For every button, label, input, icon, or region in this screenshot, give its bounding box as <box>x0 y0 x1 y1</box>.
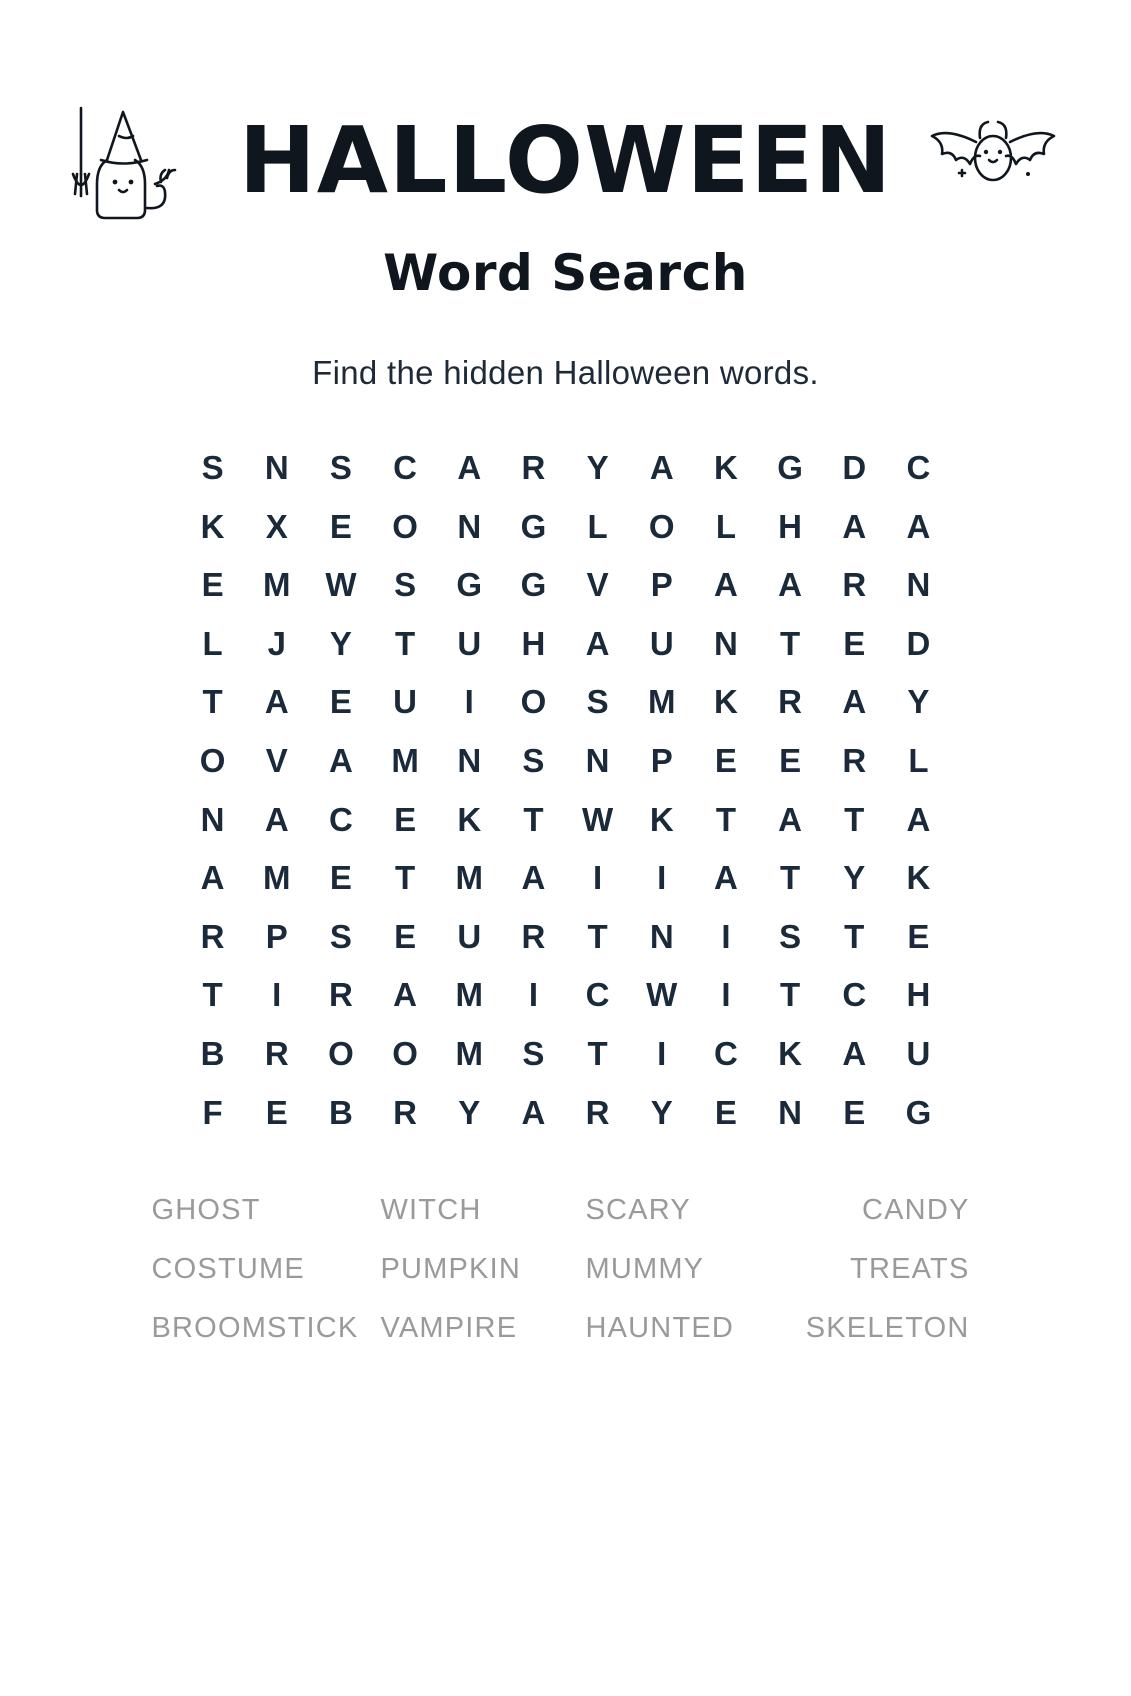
grid-cell[interactable]: C <box>328 800 353 838</box>
grid-cell[interactable]: S <box>586 683 609 721</box>
grid-cell[interactable]: L <box>587 507 608 545</box>
grid-cell[interactable]: S <box>779 917 802 955</box>
grid-cell[interactable]: R <box>521 917 546 955</box>
grid-cell[interactable]: C <box>906 449 931 486</box>
word-list-item[interactable]: VAMPIRE <box>380 1312 518 1345</box>
grid-cell[interactable]: A <box>842 507 867 545</box>
grid-cell[interactable]: T <box>202 683 223 721</box>
grid-cell[interactable]: D <box>906 624 931 662</box>
word-list-item[interactable]: HAUNTED <box>585 1312 735 1345</box>
word-list-item[interactable]: PUMPKIN <box>380 1253 521 1286</box>
grid-cell[interactable]: A <box>521 859 546 897</box>
grid-cell[interactable]: D <box>842 449 867 486</box>
grid-cell[interactable]: C <box>842 976 867 1014</box>
grid-cell[interactable]: P <box>650 566 673 604</box>
grid-cell[interactable]: U <box>906 1034 931 1072</box>
grid-cell[interactable]: S <box>522 1034 545 1072</box>
grid-cell[interactable]: O <box>648 507 675 545</box>
grid-cell[interactable]: G <box>456 566 483 604</box>
grid-cell[interactable]: R <box>842 566 867 604</box>
grid-cell[interactable]: B <box>200 1034 225 1072</box>
grid-cell[interactable]: K <box>778 1034 802 1072</box>
grid-cell[interactable]: I <box>272 976 282 1014</box>
grid-cell[interactable]: O <box>199 741 226 779</box>
grid-cell[interactable]: U <box>649 624 674 662</box>
grid-cell[interactable]: A <box>778 800 802 838</box>
word-list-item[interactable]: WITCH <box>380 1194 482 1227</box>
grid-cell[interactable]: O <box>520 683 547 721</box>
grid-cell[interactable]: A <box>713 859 738 897</box>
grid-cell[interactable]: S <box>329 917 352 955</box>
grid-cell[interactable]: K <box>713 449 738 486</box>
grid-cell[interactable]: E <box>201 566 224 604</box>
word-list-item[interactable]: COSTUME <box>151 1253 305 1286</box>
grid-cell[interactable]: R <box>264 1034 289 1072</box>
grid-cell[interactable]: E <box>843 1093 866 1131</box>
grid-cell[interactable]: L <box>715 507 736 545</box>
grid-cell[interactable]: E <box>907 917 930 955</box>
grid-cell[interactable]: U <box>457 624 482 662</box>
grid-cell[interactable]: A <box>842 683 867 721</box>
grid-cell[interactable]: E <box>394 917 417 955</box>
grid-cell[interactable]: C <box>393 449 417 486</box>
grid-cell[interactable]: A <box>393 976 417 1014</box>
grid-cell[interactable]: G <box>520 566 547 604</box>
grid-cell[interactable]: Y <box>586 449 609 486</box>
grid-cell[interactable]: A <box>649 449 674 486</box>
grid-cell[interactable]: E <box>779 741 802 779</box>
instructions-text: Find the hidden Halloween words. <box>312 354 819 391</box>
grid-cell[interactable]: A <box>713 566 738 604</box>
grid-cell[interactable]: A <box>264 800 289 838</box>
grid-cell[interactable]: T <box>394 624 416 662</box>
grid-cell[interactable]: A <box>200 859 225 897</box>
grid-cell[interactable]: N <box>457 507 482 545</box>
grid-cell[interactable]: N <box>200 800 225 838</box>
grid-cell[interactable]: H <box>778 507 802 545</box>
grid-cell[interactable]: E <box>843 624 866 662</box>
word-list-item[interactable]: CANDY <box>861 1194 970 1227</box>
grid-cell[interactable]: I <box>657 859 667 897</box>
grid-cell[interactable]: R <box>328 976 353 1014</box>
grid-cell[interactable]: P <box>265 917 288 955</box>
grid-cell[interactable]: K <box>906 859 931 897</box>
grid-cell[interactable]: W <box>325 566 357 604</box>
word-list <box>146 1194 986 1345</box>
grid-cell[interactable]: I <box>721 917 731 955</box>
grid-cell[interactable]: K <box>649 800 674 838</box>
word-list-item[interactable]: SCARY <box>585 1194 691 1227</box>
grid-cell[interactable]: H <box>906 976 931 1014</box>
word-list-item[interactable]: GHOST <box>151 1194 261 1227</box>
witch-cat-icon <box>63 96 213 226</box>
grid-cell[interactable]: E <box>329 507 352 545</box>
grid-cell[interactable]: G <box>520 507 547 545</box>
word-search-grid <box>181 448 951 1132</box>
bat-icon <box>918 96 1068 226</box>
grid-cell[interactable]: T <box>779 859 801 897</box>
grid-cell[interactable]: I <box>592 859 603 897</box>
word-list-item[interactable]: SKELETON <box>805 1312 970 1345</box>
word-list-item[interactable]: BROOMSTICK <box>151 1312 359 1345</box>
grid-cell[interactable]: R <box>521 449 546 486</box>
grid-cell[interactable]: P <box>650 741 673 779</box>
grid-cell[interactable]: M <box>262 859 291 897</box>
grid-cell[interactable]: A <box>906 507 931 545</box>
word-list-item[interactable]: MUMMY <box>585 1253 705 1286</box>
grid-cell[interactable]: K <box>713 683 738 721</box>
grid-cell[interactable]: A <box>906 800 931 838</box>
grid-cell[interactable]: O <box>392 507 418 545</box>
grid-cell[interactable]: R <box>200 917 225 955</box>
page-title: HALLOWEEN <box>238 107 893 214</box>
grid-cell[interactable]: T <box>202 976 223 1014</box>
grid-cell[interactable]: B <box>328 1093 353 1131</box>
grid-cell[interactable]: K <box>457 800 482 838</box>
worksheet-page <box>0 96 1131 1696</box>
grid-cell[interactable]: E <box>714 741 737 779</box>
grid-cell[interactable]: R <box>393 1093 417 1131</box>
grid-cell[interactable]: N <box>906 566 931 604</box>
grid-cell[interactable]: T <box>844 800 865 838</box>
grid-cell[interactable]: E <box>329 859 352 897</box>
grid-cell[interactable]: I <box>464 683 474 721</box>
grid-cell[interactable]: N <box>457 741 482 779</box>
grid-cell[interactable]: Y <box>650 1093 673 1131</box>
grid-cell[interactable]: R <box>778 683 802 721</box>
grid-cell[interactable]: N <box>264 449 289 486</box>
grid-cell[interactable]: H <box>521 624 546 662</box>
grid-cell[interactable]: S <box>522 741 545 779</box>
grid-cell[interactable]: G <box>777 449 803 486</box>
grid-cell[interactable]: S <box>201 449 224 486</box>
grid-cell[interactable]: E <box>265 1093 288 1131</box>
grid-cell[interactable]: A <box>457 449 482 486</box>
grid-cell[interactable]: T <box>587 1034 608 1072</box>
grid-cell[interactable]: N <box>585 741 610 779</box>
grid-cell[interactable]: K <box>200 507 225 545</box>
grid-cell[interactable]: M <box>647 683 676 721</box>
grid-cell[interactable]: Y <box>329 624 352 662</box>
grid-cell[interactable]: T <box>394 859 416 897</box>
grid-cell[interactable]: T <box>779 976 801 1014</box>
grid-cell[interactable]: E <box>394 800 417 838</box>
grid-cell[interactable]: N <box>713 624 738 662</box>
grid-cell[interactable]: I <box>528 976 538 1014</box>
grid-cell[interactable]: X <box>265 507 288 545</box>
grid-cell[interactable]: I <box>721 976 731 1014</box>
grid-cell[interactable]: M <box>391 741 419 779</box>
grid-cell[interactable]: M <box>455 976 483 1014</box>
grid-cell[interactable]: C <box>585 976 610 1014</box>
grid-cell[interactable]: A <box>328 741 353 779</box>
grid-cell[interactable]: E <box>329 683 352 721</box>
grid-cell[interactable]: V <box>265 741 288 779</box>
grid-cell[interactable]: A <box>521 1093 546 1131</box>
grid-cell[interactable]: Y <box>907 683 930 721</box>
grid-cell[interactable]: E <box>714 1093 737 1131</box>
grid-cell[interactable]: N <box>778 1093 802 1131</box>
grid-cell[interactable]: R <box>585 1093 610 1131</box>
grid-cell[interactable]: J <box>267 624 286 662</box>
page-subtitle: Word Search <box>383 244 748 302</box>
header <box>0 96 1131 226</box>
grid-cell[interactable]: A <box>264 683 289 721</box>
grid-cell[interactable]: T <box>779 624 801 662</box>
grid-cell[interactable]: V <box>586 566 609 604</box>
grid-cell[interactable]: T <box>844 917 865 955</box>
word-list-item[interactable]: TREATS <box>850 1253 970 1286</box>
grid-cell[interactable]: A <box>778 566 802 604</box>
grid-cell[interactable]: O <box>392 1034 418 1072</box>
grid-cell[interactable]: Y <box>843 859 866 897</box>
grid-cell[interactable]: U <box>393 683 417 721</box>
grid-cell[interactable]: S <box>394 566 417 604</box>
grid-cell[interactable]: Y <box>458 1093 481 1131</box>
grid-cell[interactable]: T <box>715 800 736 838</box>
grid-cell[interactable]: F <box>202 1093 223 1131</box>
grid-cell[interactable]: M <box>455 859 483 897</box>
grid-cell[interactable]: C <box>713 1034 738 1072</box>
grid-cell[interactable]: M <box>262 566 291 604</box>
grid-cell[interactable]: T <box>523 800 544 838</box>
grid-cell[interactable]: L <box>908 741 929 779</box>
grid-cell[interactable]: W <box>646 976 678 1014</box>
grid-cell[interactable]: O <box>328 1034 354 1072</box>
grid-cell[interactable]: R <box>842 741 867 779</box>
grid-cell[interactable]: G <box>905 1093 932 1131</box>
grid-cell[interactable]: U <box>457 917 482 955</box>
grid-cell[interactable]: I <box>657 1034 667 1072</box>
grid-cell[interactable]: L <box>202 624 223 662</box>
grid-cell[interactable]: T <box>587 917 608 955</box>
grid-cell[interactable]: S <box>329 449 352 486</box>
grid-cell[interactable]: A <box>585 624 610 662</box>
grid-cell[interactable]: A <box>842 1034 867 1072</box>
grid-cell[interactable]: M <box>455 1034 483 1072</box>
grid-cell[interactable]: N <box>649 917 674 955</box>
grid-cell[interactable]: W <box>581 800 614 838</box>
